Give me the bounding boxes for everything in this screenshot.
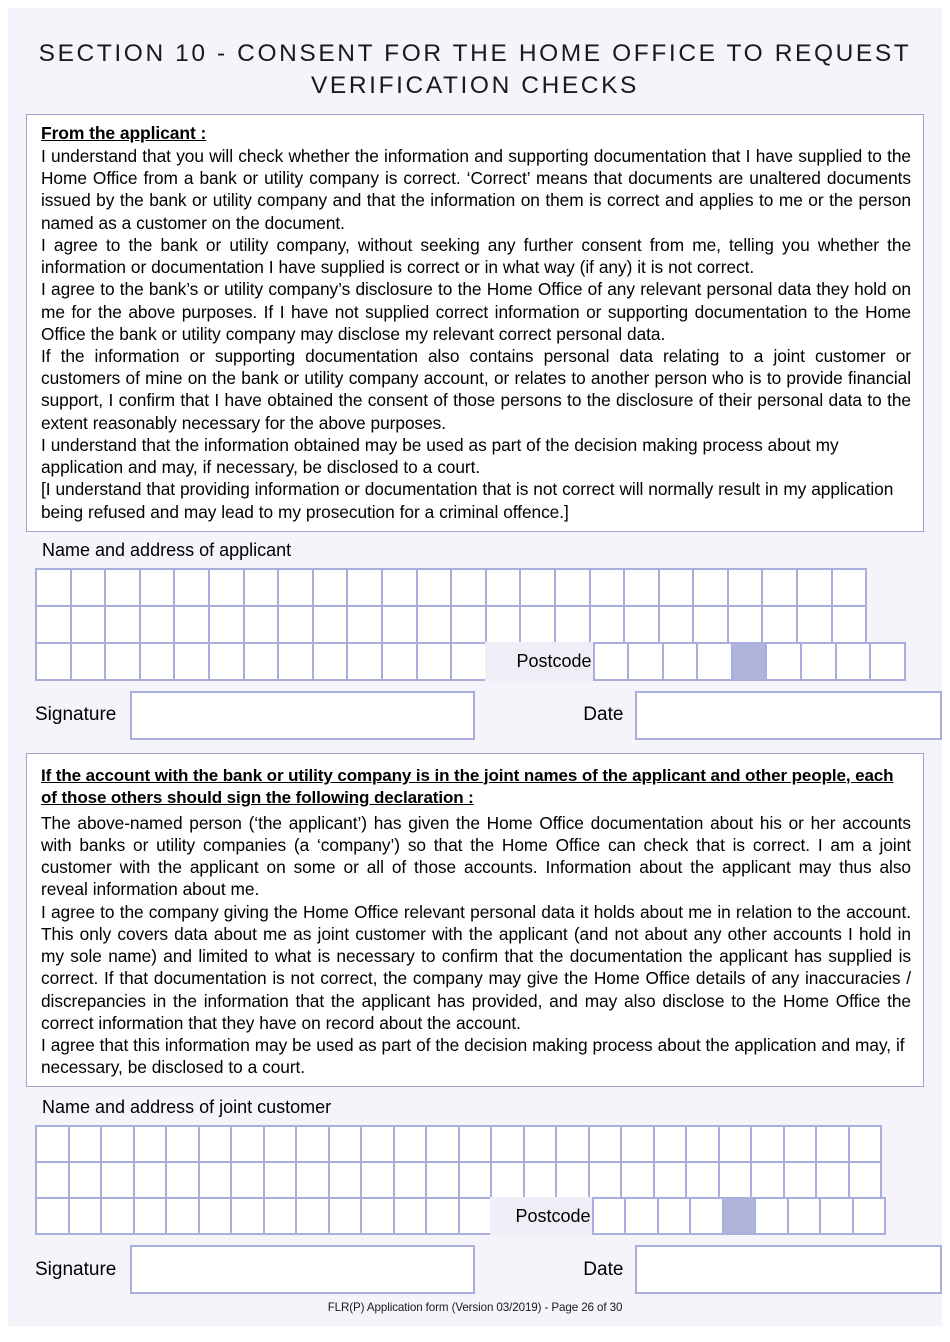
address-grid-cell[interactable] [277, 568, 314, 607]
address-grid-cell[interactable] [208, 642, 245, 681]
address-grid-cell[interactable] [346, 568, 383, 607]
postcode-cell[interactable] [689, 1197, 724, 1235]
joint-date-label: Date [583, 1258, 624, 1280]
address-grid-cell[interactable] [727, 568, 764, 607]
address-grid-cell[interactable] [35, 1161, 70, 1199]
address-grid-cell[interactable] [35, 642, 72, 681]
address-grid-cell[interactable] [198, 1161, 233, 1199]
joint-declaration-paragraph: The above-named person (‘the applicant’) has given the Home Office documentation about his or her accounts with banks or utility companies (a ‘company’) so that the Home Office can check that is correct. I am a joint customer with the applicant on some or all of those accounts. Information about the applicant may thus also reveal information about me. [41, 812, 911, 900]
address-grid-cell[interactable] [133, 1161, 168, 1199]
address-grid-cell[interactable] [658, 605, 695, 644]
address-grid-cell[interactable] [277, 605, 314, 644]
postcode-cell[interactable] [593, 642, 630, 681]
form-page [8, 8, 942, 1326]
address-grid-cell[interactable] [425, 1125, 460, 1163]
applicant-declaration-paragraph: I agree to the bank’s or utility company’s disclosure to the Home Office of any relevant personal data they hold on me for the above purposes. If I have not supplied correct information or supporting documentation to the Home Office the bank or utility company may disclose my relevant correct personal data. [41, 279, 911, 344]
address-grid-cell[interactable] [458, 1197, 493, 1235]
address-grid-cell[interactable] [761, 568, 798, 607]
address-grid-cell[interactable] [485, 605, 522, 644]
address-grid-cell[interactable] [692, 568, 729, 607]
address-grid-cell[interactable] [458, 1161, 493, 1199]
address-grid-cell[interactable] [848, 1161, 883, 1199]
joint-address-label: Name and address of joint customer [42, 1097, 332, 1118]
address-grid-cell[interactable] [100, 1161, 135, 1199]
page-footer: FLR(P) Application form (Version 03/2019) - Page 26 of 30 [327, 1301, 623, 1315]
joint-signature-row [8, 1245, 942, 1294]
address-grid-cell[interactable] [620, 1125, 655, 1163]
address-grid-cell[interactable] [360, 1125, 395, 1163]
applicant-declaration-paragraph: I understand that the information obtained may be used as part of the decision making process about my application and may, if necessary, be disclosed to a court. [41, 434, 839, 478]
applicant-declaration-title: From the applicant : [41, 122, 207, 143]
address-grid-cell[interactable] [815, 1125, 850, 1163]
joint-declaration-paragraph: I agree to the company giving the Home Office relevant personal data it holds about me in relation to the account. This only covers data about me as joint customer with the applicant (and not about any other accounts I hold in my sole name) and limited to what is necessary to confirm that the documentation the applicant has supplied is correct. If that documentation is not correct, the company may give the Home Office details of any inaccuracies / discrepancies in the information that the applicant has provided, and may also disclose to the Home Office the correct information that they have on record about the account. [41, 901, 911, 1033]
applicant-signature-row [8, 691, 942, 740]
applicant-declaration-box [26, 114, 924, 532]
address-grid-row[interactable] [35, 1161, 942, 1199]
address-grid-cell[interactable] [490, 1161, 525, 1199]
address-grid-cell[interactable] [485, 568, 522, 607]
address-grid-cell[interactable] [360, 1161, 395, 1199]
address-grid-cell[interactable] [425, 1197, 460, 1235]
postcode-label: Postcode [490, 1197, 594, 1235]
address-grid-row[interactable] [35, 1125, 942, 1163]
address-grid-cell[interactable] [35, 568, 72, 607]
applicant-date-label: Date [583, 704, 624, 726]
address-grid-cell[interactable] [796, 568, 833, 607]
postcode-cell[interactable] [800, 642, 837, 681]
postcode-cell[interactable] [657, 1197, 692, 1235]
address-grid-cell[interactable] [416, 642, 453, 681]
address-grid-cell[interactable] [416, 568, 453, 607]
address-grid-cell[interactable] [653, 1125, 688, 1163]
address-grid-cell[interactable] [328, 1161, 363, 1199]
address-grid-cell[interactable] [588, 1161, 623, 1199]
address-grid-cell[interactable] [100, 1125, 135, 1163]
postcode-cell[interactable] [765, 642, 802, 681]
address-grid-cell[interactable] [208, 605, 245, 644]
address-grid-cell[interactable] [263, 1197, 298, 1235]
postcode-label: Postcode [485, 642, 595, 681]
address-grid-cell[interactable] [263, 1161, 298, 1199]
address-grid-cell[interactable] [346, 605, 383, 644]
address-grid-cell[interactable] [718, 1125, 753, 1163]
address-grid-cell[interactable] [588, 1125, 623, 1163]
address-grid-cell[interactable] [381, 642, 418, 681]
address-grid-cell[interactable] [425, 1161, 460, 1199]
joint-signature-field[interactable] [130, 1245, 475, 1294]
address-grid-cell[interactable] [165, 1197, 200, 1235]
address-grid-cell[interactable] [685, 1161, 720, 1199]
applicant-declaration-paragraph: I agree to the bank or utility company, without seeking any further consent from me, telling you whether the information or documentation I have supplied is correct or in what way (if any) it is not correct. [41, 234, 911, 278]
address-grid-cell[interactable] [104, 642, 141, 681]
postcode-grid-row[interactable] [35, 1197, 942, 1235]
address-grid-cell[interactable] [393, 1125, 428, 1163]
address-grid-cell[interactable] [68, 1161, 103, 1199]
address-grid-cell[interactable] [623, 605, 660, 644]
address-grid-cell[interactable] [295, 1161, 330, 1199]
postcode-cell[interactable] [819, 1197, 854, 1235]
address-grid-cell[interactable] [519, 568, 556, 607]
address-grid-cell[interactable] [783, 1161, 818, 1199]
address-grid-cell[interactable] [165, 1161, 200, 1199]
address-grid-cell[interactable] [750, 1125, 785, 1163]
address-grid-cell[interactable] [277, 642, 314, 681]
address-grid-cell[interactable] [360, 1197, 395, 1235]
address-grid-cell[interactable] [70, 605, 107, 644]
address-grid-cell[interactable] [416, 605, 453, 644]
postcode-cell[interactable] [627, 642, 664, 681]
joint-declaration-box [26, 753, 924, 1088]
postcode-cell[interactable] [662, 642, 699, 681]
address-grid-cell[interactable] [393, 1197, 428, 1235]
postcode-cell[interactable] [852, 1197, 887, 1235]
address-grid-cell[interactable] [230, 1161, 265, 1199]
address-grid-row[interactable] [35, 568, 942, 607]
address-grid-cell[interactable] [718, 1161, 753, 1199]
postcode-cell[interactable] [624, 1197, 659, 1235]
applicant-declaration-paragraph: I understand that you will check whether the information and supporting documentation that I have supplied to the Home Office from a bank or utility company is correct. ‘Correct’ means that documents are unaltered documents issued by the bank or utility company and that the information on them is correct and applies to me or the person named as a customer on the document. [41, 146, 911, 233]
joint-declaration-title: If the account with the bank or utility company is in the joint names of the applicant and other people, each of those others should sign the following declaration : [41, 765, 894, 808]
address-grid-cell[interactable] [104, 605, 141, 644]
address-grid-cell[interactable] [35, 1197, 70, 1235]
address-grid-cell[interactable] [100, 1197, 135, 1235]
address-grid-cell[interactable] [70, 568, 107, 607]
address-grid-row[interactable] [35, 605, 942, 644]
postcode-grid-row[interactable] [35, 642, 942, 681]
address-grid-cell[interactable] [139, 568, 176, 607]
postcode-cell[interactable] [592, 1197, 627, 1235]
address-grid-cell[interactable] [68, 1125, 103, 1163]
address-grid-cell[interactable] [450, 642, 487, 681]
address-grid-cell[interactable] [848, 1125, 883, 1163]
address-grid-cell[interactable] [750, 1161, 785, 1199]
address-grid-cell[interactable] [831, 605, 868, 644]
address-grid-cell[interactable] [589, 605, 626, 644]
joint-signature-label: Signature [35, 1258, 117, 1280]
applicant-date-field[interactable] [635, 691, 942, 740]
applicant-declaration-paragraph: If the information or supporting documentation also contains personal data relating to a joint customer or customers of mine on the bank or utility company account, or relates to another person who is to provide financial support, I confirm that I have obtained the consent of those persons to the disclosure of their personal data to the extent reasonably necessary for the above purposes. [41, 346, 911, 433]
postcode-cell[interactable] [835, 642, 872, 681]
address-grid-cell[interactable] [450, 605, 487, 644]
address-grid-cell[interactable] [589, 568, 626, 607]
address-grid-cell[interactable] [727, 605, 764, 644]
address-grid-cell[interactable] [198, 1197, 233, 1235]
address-grid-cell[interactable] [555, 1161, 590, 1199]
address-grid-cell[interactable] [230, 1197, 265, 1235]
address-grid-cell[interactable] [139, 605, 176, 644]
address-grid-cell[interactable] [295, 1197, 330, 1235]
address-grid-cell[interactable] [761, 605, 798, 644]
postcode-cell[interactable] [787, 1197, 822, 1235]
address-grid-cell[interactable] [623, 568, 660, 607]
address-grid-cell[interactable] [328, 1197, 363, 1235]
address-grid-cell[interactable] [328, 1125, 363, 1163]
address-grid-cell[interactable] [198, 1125, 233, 1163]
address-grid-cell[interactable] [346, 642, 383, 681]
applicant-signature-field[interactable] [130, 691, 475, 740]
page-title: SECTION 10 - CONSENT FOR THE HOME OFFICE TO REQUEST VERIFICATION CHECKS [38, 40, 912, 100]
address-grid-cell[interactable] [230, 1125, 265, 1163]
address-grid-cell[interactable] [783, 1125, 818, 1163]
address-grid-cell[interactable] [133, 1197, 168, 1235]
postcode-cell[interactable] [696, 642, 733, 681]
address-grid-cell[interactable] [450, 568, 487, 607]
address-grid-cell[interactable] [381, 605, 418, 644]
address-grid-cell[interactable] [104, 568, 141, 607]
address-grid-cell[interactable] [173, 568, 210, 607]
address-grid-cell[interactable] [831, 568, 868, 607]
address-grid-cell[interactable] [815, 1161, 850, 1199]
postcode-cell[interactable] [869, 642, 906, 681]
address-grid-cell[interactable] [381, 568, 418, 607]
address-grid-cell[interactable] [263, 1125, 298, 1163]
address-grid-cell[interactable] [133, 1125, 168, 1163]
address-grid-cell[interactable] [796, 605, 833, 644]
applicant-signature-label: Signature [35, 704, 117, 726]
address-grid-cell[interactable] [70, 642, 107, 681]
applicant-address-label: Name and address of applicant [42, 539, 292, 560]
address-grid-cell[interactable] [173, 605, 210, 644]
address-grid-cell[interactable] [554, 605, 591, 644]
applicant-declaration-paragraph: [I understand that providing information or documentation that is not correct will normally result in my application being refused and may lead to my prosecution for a criminal offence.] [41, 479, 894, 522]
address-grid-cell[interactable] [523, 1161, 558, 1199]
postcode-cell-highlighted[interactable] [722, 1197, 757, 1235]
address-grid-cell[interactable] [458, 1125, 493, 1163]
address-grid-cell[interactable] [165, 1125, 200, 1163]
address-grid-cell[interactable] [68, 1197, 103, 1235]
address-grid-cell[interactable] [139, 642, 176, 681]
postcode-cell[interactable] [754, 1197, 789, 1235]
address-grid-cell[interactable] [658, 568, 695, 607]
postcode-cell-highlighted[interactable] [731, 642, 768, 681]
address-grid-cell[interactable] [393, 1161, 428, 1199]
address-grid-cell[interactable] [243, 605, 280, 644]
address-grid-cell[interactable] [312, 605, 349, 644]
applicant-address-grid[interactable] [35, 568, 942, 681]
address-grid-cell[interactable] [295, 1125, 330, 1163]
address-grid-cell[interactable] [554, 568, 591, 607]
address-grid-cell[interactable] [312, 642, 349, 681]
address-grid-cell[interactable] [692, 605, 729, 644]
address-grid-cell[interactable] [620, 1161, 655, 1199]
address-grid-cell[interactable] [173, 642, 210, 681]
joint-declaration-paragraph: I agree that this information may be used as part of the decision making process about the application and may, if necessary, be disclosed to a court. [41, 1034, 905, 1078]
address-grid-cell[interactable] [35, 1125, 70, 1163]
address-grid-cell[interactable] [208, 568, 245, 607]
address-grid-cell[interactable] [523, 1125, 558, 1163]
joint-date-field[interactable] [635, 1245, 942, 1294]
address-grid-cell[interactable] [243, 642, 280, 681]
address-grid-cell[interactable] [653, 1161, 688, 1199]
address-grid-cell[interactable] [555, 1125, 590, 1163]
address-grid-cell[interactable] [490, 1125, 525, 1163]
address-grid-cell[interactable] [685, 1125, 720, 1163]
address-grid-cell[interactable] [312, 568, 349, 607]
joint-address-grid[interactable] [35, 1125, 942, 1235]
address-grid-cell[interactable] [243, 568, 280, 607]
address-grid-cell[interactable] [519, 605, 556, 644]
address-grid-cell[interactable] [35, 605, 72, 644]
